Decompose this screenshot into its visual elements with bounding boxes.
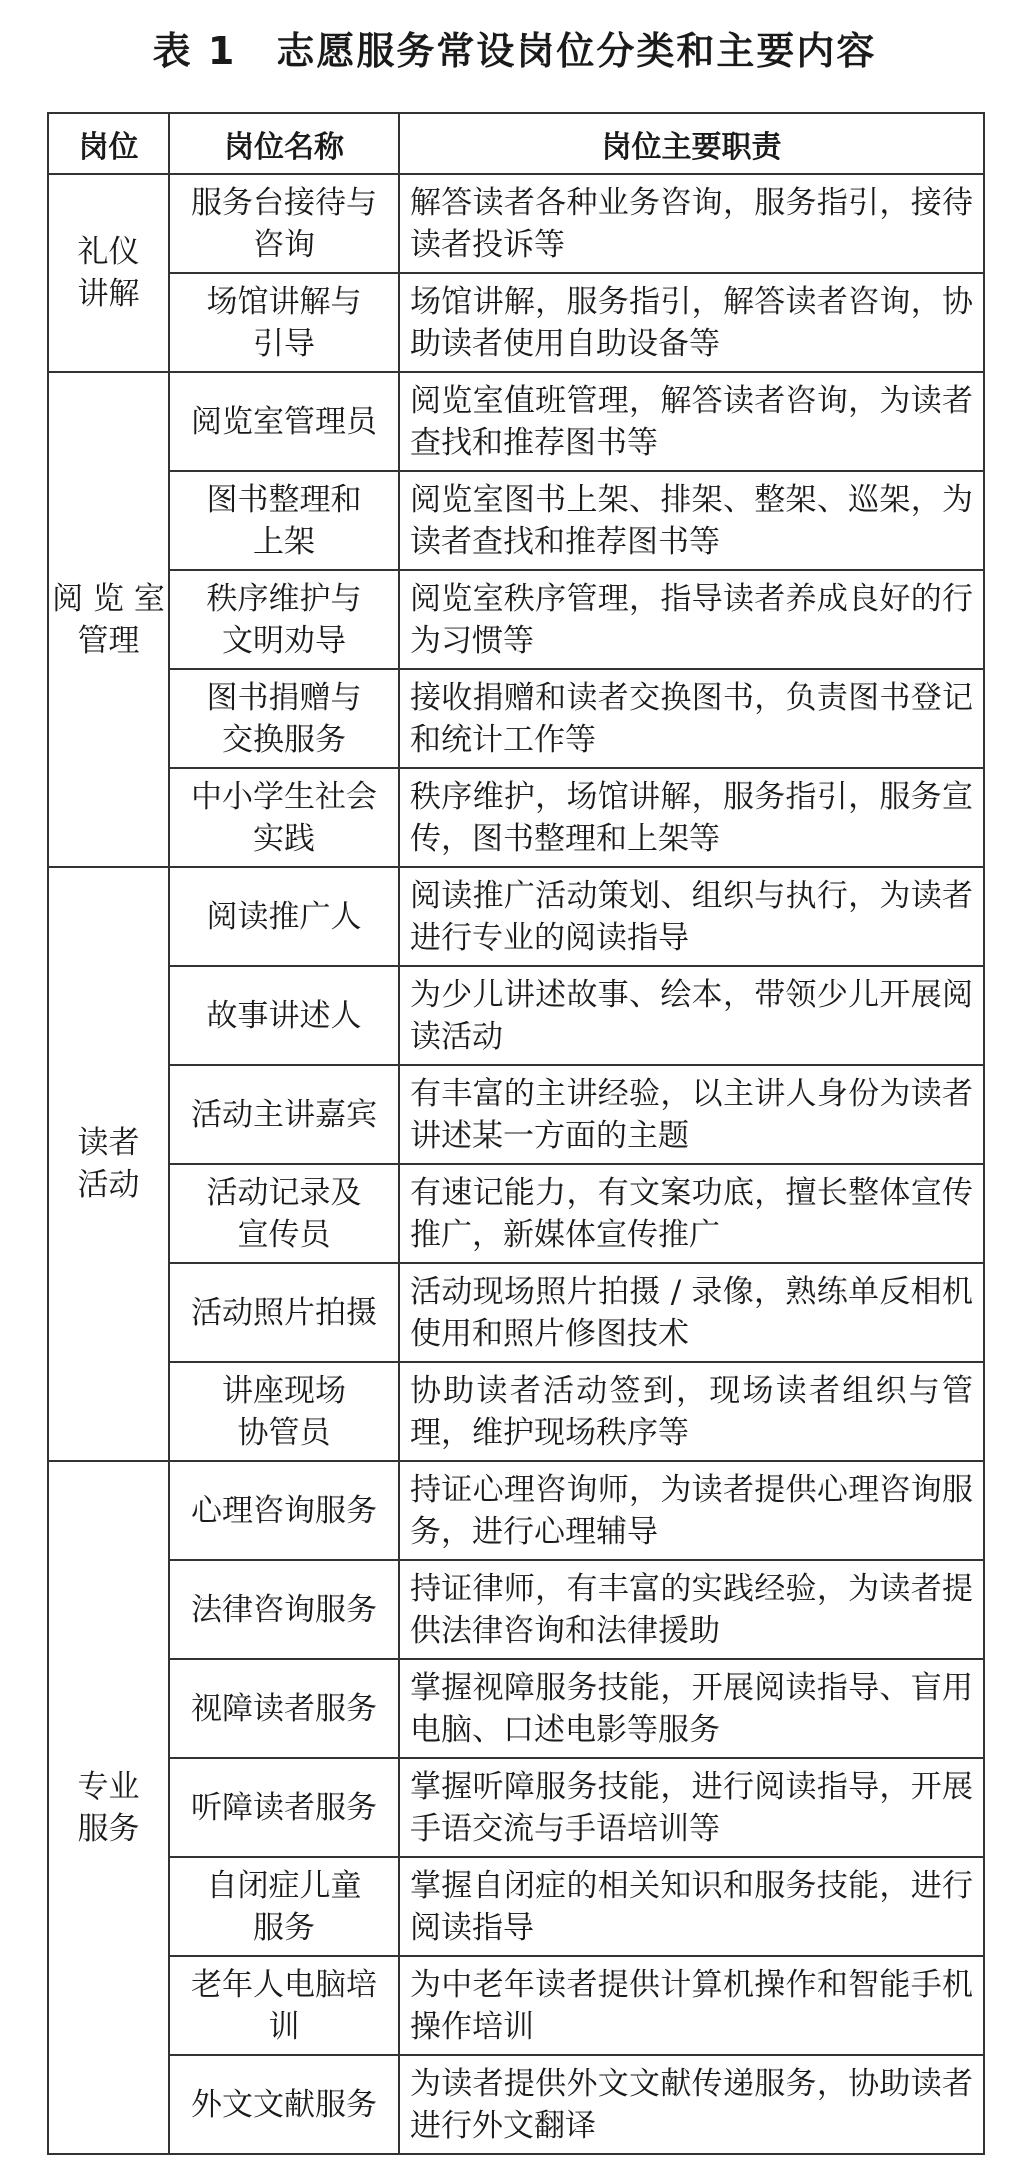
category-cell: 专业 服务 [48, 1461, 169, 2154]
table-row [48, 768, 984, 867]
header-category: 岗位 [48, 113, 169, 174]
table-row [48, 1164, 984, 1263]
position-name-cell: 自闭症儿童 服务 [169, 1857, 399, 1956]
duty-cell: 协助读者活动签到，现场读者组织与管理，维护现场秩序等 [399, 1362, 984, 1461]
position-name-cell: 讲座现场 协管员 [169, 1362, 399, 1461]
table-row [48, 1956, 984, 2055]
category-cell: 礼仪 讲解 [48, 174, 169, 372]
position-name-cell: 活动主讲嘉宾 [169, 1065, 399, 1164]
category-cell: 读者 活动 [48, 867, 169, 1461]
table-row [48, 1857, 984, 1956]
position-name-cell: 视障读者服务 [169, 1659, 399, 1758]
duty-cell: 持证律师，有丰富的实践经验，为读者提供法律咨询和法律援助 [399, 1560, 984, 1659]
header-position-name: 岗位名称 [169, 113, 399, 174]
position-name-cell: 活动照片拍摄 [169, 1263, 399, 1362]
duty-cell: 为中老年读者提供计算机操作和智能手机操作培训 [399, 1956, 984, 2055]
table-body [48, 174, 984, 2154]
table-row [48, 372, 984, 471]
duty-cell: 场馆讲解，服务指引，解答读者咨询，协助读者使用自助设备等 [399, 273, 984, 372]
table-row [48, 174, 984, 273]
position-name-cell: 中小学生社会 实践 [169, 768, 399, 867]
table-row [48, 1362, 984, 1461]
duty-cell: 接收捐赠和读者交换图书，负责图书登记和统计工作等 [399, 669, 984, 768]
volunteer-positions-table [47, 112, 985, 2155]
duty-cell: 为读者提供外文文献传递服务，协助读者进行外文翻译 [399, 2055, 984, 2154]
table-row [48, 570, 984, 669]
duty-cell: 为少儿讲述故事、绘本，带领少儿开展阅读活动 [399, 966, 984, 1065]
duty-cell: 阅览室图书上架、排架、整架、巡架，为读者查找和推荐图书等 [399, 471, 984, 570]
position-name-cell: 服务台接待与 咨询 [169, 174, 399, 273]
table-row [48, 471, 984, 570]
header-duties: 岗位主要职责 [399, 113, 984, 174]
duty-cell: 掌握自闭症的相关知识和服务技能，进行阅读指导 [399, 1857, 984, 1956]
duty-cell: 解答读者各种业务咨询，服务指引，接待读者投诉等 [399, 174, 984, 273]
duty-cell: 秩序维护，场馆讲解，服务指引，服务宣传，图书整理和上架等 [399, 768, 984, 867]
table-row [48, 867, 984, 966]
table-row [48, 2055, 984, 2154]
position-name-cell: 听障读者服务 [169, 1758, 399, 1857]
table-row [48, 1263, 984, 1362]
position-name-cell: 场馆讲解与 引导 [169, 273, 399, 372]
duty-cell: 阅览室值班管理，解答读者咨询，为读者查找和推荐图书等 [399, 372, 984, 471]
table-row [48, 1560, 984, 1659]
position-name-cell: 图书捐赠与 交换服务 [169, 669, 399, 768]
duty-cell: 活动现场照片拍摄 / 录像，熟练单反相机使用和照片修图技术 [399, 1263, 984, 1362]
table-row [48, 966, 984, 1065]
category-cell: 阅 览 室 管理 [48, 372, 169, 867]
position-name-cell: 阅览室管理员 [169, 372, 399, 471]
table-row [48, 669, 984, 768]
position-name-cell: 活动记录及 宣传员 [169, 1164, 399, 1263]
table-row [48, 1065, 984, 1164]
duty-cell: 掌握视障服务技能，开展阅读指导、盲用电脑、口述电影等服务 [399, 1659, 984, 1758]
table-row [48, 1461, 984, 1560]
duty-cell: 持证心理咨询师，为读者提供心理咨询服务，进行心理辅导 [399, 1461, 984, 1560]
duty-cell: 有速记能力，有文案功底，擅长整体宣传推广，新媒体宣传推广 [399, 1164, 984, 1263]
position-name-cell: 外文文献服务 [169, 2055, 399, 2154]
duty-cell: 掌握听障服务技能，进行阅读指导，开展手语交流与手语培训等 [399, 1758, 984, 1857]
position-name-cell: 法律咨询服务 [169, 1560, 399, 1659]
header-row [48, 113, 984, 174]
position-name-cell: 心理咨询服务 [169, 1461, 399, 1560]
position-name-cell: 老年人电脑培训 [169, 1956, 399, 2055]
duty-cell: 阅览室秩序管理，指导读者养成良好的行为习惯等 [399, 570, 984, 669]
position-name-cell: 故事讲述人 [169, 966, 399, 1065]
duty-cell: 阅读推广活动策划、组织与执行，为读者进行专业的阅读指导 [399, 867, 984, 966]
table-row [48, 273, 984, 372]
position-name-cell: 秩序维护与 文明劝导 [169, 570, 399, 669]
position-name-cell: 阅读推广人 [169, 867, 399, 966]
position-name-cell: 图书整理和 上架 [169, 471, 399, 570]
table-title: 表 1 志愿服务常设岗位分类和主要内容 [152, 29, 877, 73]
table-row [48, 1758, 984, 1857]
duty-cell: 有丰富的主讲经验，以主讲人身份为读者讲述某一方面的主题 [399, 1065, 984, 1164]
table-row [48, 1659, 984, 1758]
